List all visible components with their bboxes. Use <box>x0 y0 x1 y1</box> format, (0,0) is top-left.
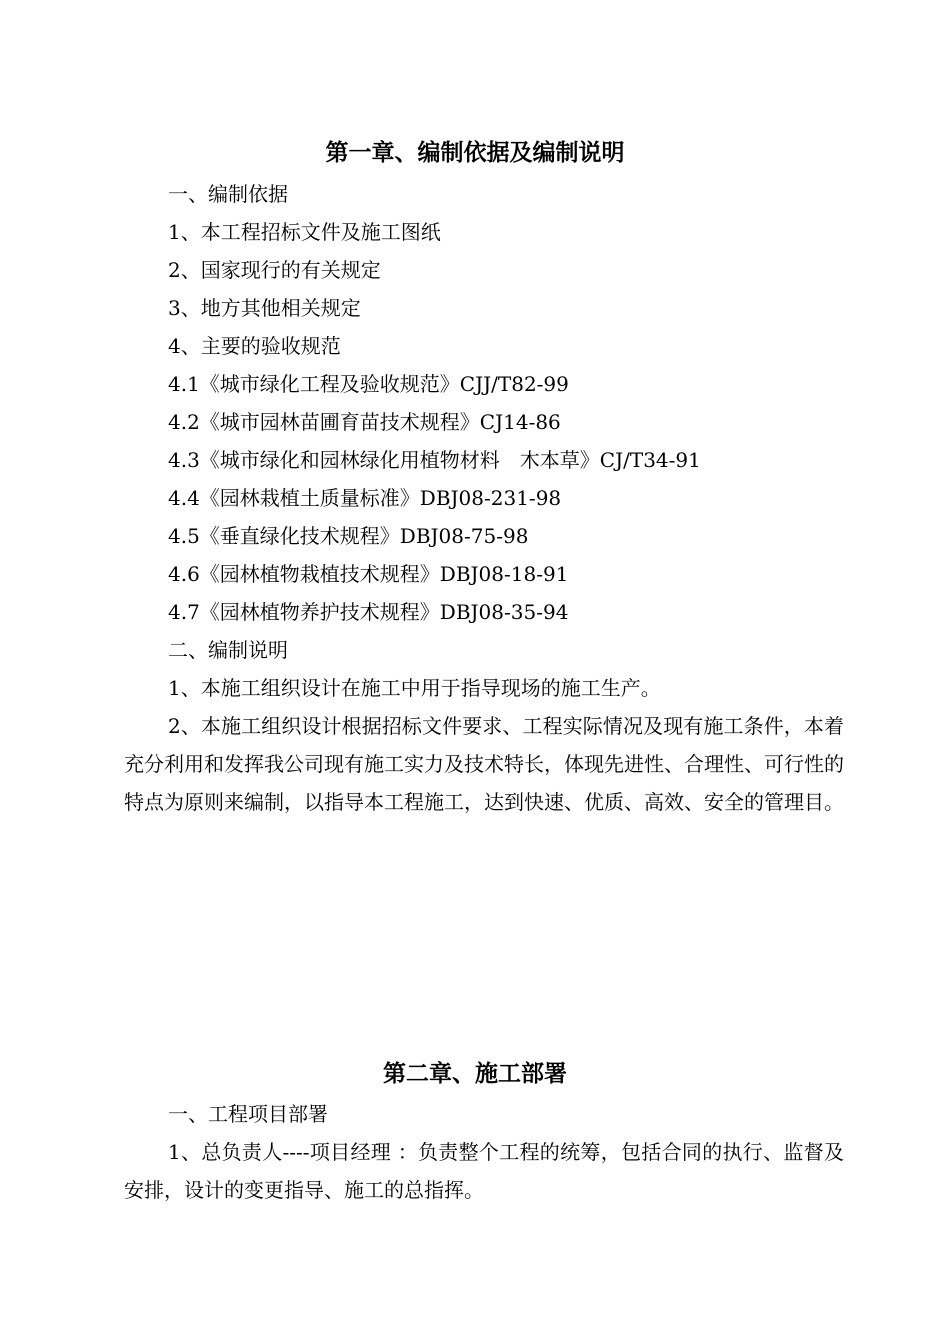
section-heading-notes: 二、编制说明 <box>168 638 288 662</box>
deployment-paragraph: 1、总负责人----项目经理 ：负责整个工程的统筹，包括合同的执行、监督及安排，设计的变更指导、施工的总指挥。 <box>124 1140 844 1202</box>
standard-item: 4.3《城市绿化和园林绿化用植物材料 木本草》CJ/T34-91 <box>168 448 701 472</box>
basis-item: 4、主要的验收规范 <box>168 334 341 358</box>
note-paragraph: 1、本施工组织设计在施工中用于指导现场的施工生产。 <box>168 676 661 700</box>
chapter1-title: 第一章、编制依据及编制说明 <box>325 139 625 166</box>
standard-item: 4.1《城市绿化工程及验收规范》CJJ/T82-99 <box>168 372 569 396</box>
standard-item: 4.2《城市园林苗圃育苗技术规程》CJ14-86 <box>168 410 561 434</box>
standard-item: 4.6《园林植物栽植技术规程》DBJ08-18-91 <box>168 562 569 586</box>
basis-item: 1、本工程招标文件及施工图纸 <box>168 220 441 244</box>
chapter2-title: 第二章、施工部署 <box>383 1060 567 1087</box>
basis-item: 3、地方其他相关规定 <box>168 296 361 320</box>
section-heading-basis: 一、编制依据 <box>168 182 288 206</box>
basis-item: 2、国家现行的有关规定 <box>168 258 381 282</box>
note-paragraph-long: 2、本施工组织设计根据招标文件要求、工程实际情况及现有施工条件，本着充分利用和发挥我公司现有施工实力及技术特长，体现先进性、合理性、可行性的特点为原则来编制，以指导本工程施工，达到快速、优质、高效、安全的管理目。 <box>124 714 844 814</box>
standard-item: 4.5《垂直绿化技术规程》DBJ08-75-98 <box>168 524 529 548</box>
section-heading-deployment: 一、工程项目部署 <box>168 1102 328 1126</box>
standard-item: 4.4《园林栽植土质量标准》DBJ08-231-98 <box>168 486 562 510</box>
standard-item: 4.7《园林植物养护技术规程》DBJ08-35-94 <box>168 600 569 624</box>
